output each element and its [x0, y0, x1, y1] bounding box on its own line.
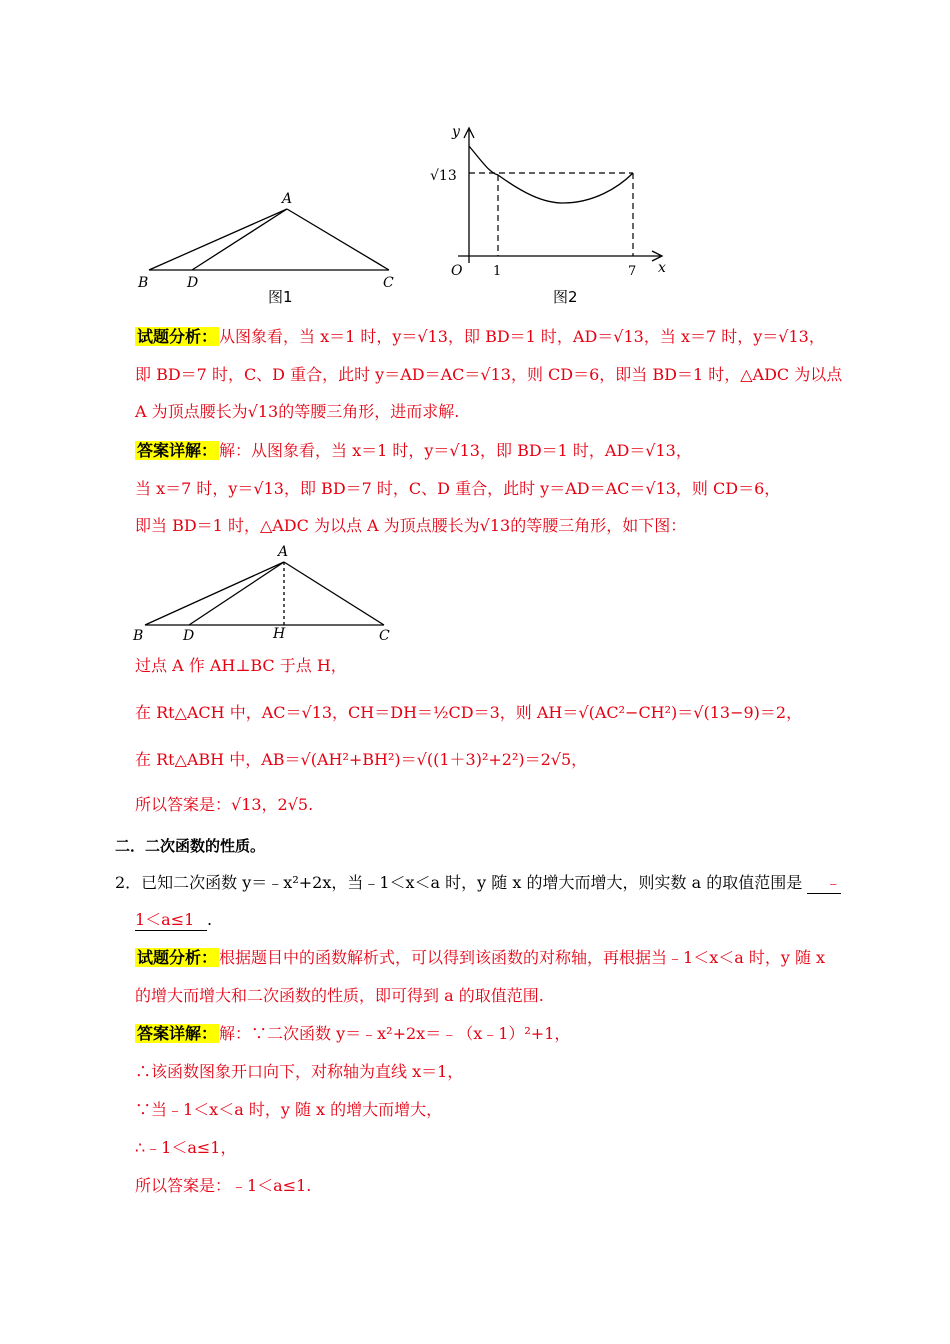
- solution-2-line-1: 答案详解： 解：∵二次函数 y＝﹣x²+2x＝﹣（x﹣1）²+1，: [137, 1024, 571, 1043]
- figure-1-triangle: [130, 185, 410, 290]
- solution-2-line-3: ∵当﹣1＜x＜a 时，y 随 x 的增大而增大，: [135, 1100, 443, 1119]
- answer-blank-part-2: 1＜a≤1: [135, 910, 207, 931]
- solution-1-line-5: 在 Rt△ACH 中，AC＝√13，CH＝DH＝½CD＝3，则 AH＝√(AC²−CH²)＝√(13−9)＝2，: [135, 703, 803, 722]
- y-axis-label: y: [452, 124, 460, 140]
- origin-label: O: [451, 263, 463, 279]
- solution-1-line-6: 在 Rt△ABH 中，AB＝√(AH²+BH²)＝√((1＋3)²+2²)＝2√5，: [135, 750, 588, 769]
- label-b: B: [133, 628, 144, 644]
- x-axis-label: x: [658, 260, 666, 276]
- solution-1-line-1: 答案详解： 解：从图象看，当 x＝1 时，y＝√13，即 BD＝1 时，AD＝√13，: [137, 441, 692, 460]
- y-tick-label: √13: [430, 168, 457, 184]
- figure-3-triangle: [128, 540, 403, 650]
- analysis-2-line-1: 试题分析： 根据题目中的函数解析式，可以得到该函数的对称轴，再根据当﹣1＜x＜a 时，y 随 x: [137, 948, 826, 967]
- label-a: A: [282, 191, 293, 207]
- analysis-2-line-2: 的增大而增大和二次函数的性质，即可得到 a 的取值范围.: [135, 986, 544, 1005]
- question-2-line-2: 1＜a≤1 .: [135, 910, 213, 929]
- solution-1-line-4: 过点 A 作 AH⊥BC 于点 H，: [135, 656, 347, 675]
- analysis-1-line-3: A 为顶点腰长为√13的等腰三角形，进而求解.: [135, 402, 460, 421]
- analysis-1-line-1: 试题分析： 从图象看，当 x＝1 时，y＝√13，即 BD＝1 时，AD＝√13，当 x＝7 时，y＝√13，: [137, 327, 825, 346]
- x-tick-1: 1: [493, 264, 502, 279]
- label-b: B: [138, 275, 149, 290]
- analysis-tag: 试题分析：: [137, 948, 218, 967]
- label-c: C: [379, 628, 390, 644]
- analysis-tag: 试题分析：: [137, 327, 218, 346]
- solution-1-line-2: 当 x＝7 时，y＝√13，即 BD＝7 时，C、D 重合，此时 y＝AD＝AC＝√13，则 CD＝6，: [135, 479, 781, 498]
- question-2-line-1: 2．已知二次函数 y＝﹣x²+2x，当﹣1＜x＜a 时，y 随 x 的增大而增大，则实数 a 的取值范围是 ﹣: [115, 873, 842, 892]
- answer-blank-part-1: ﹣: [807, 873, 841, 894]
- label-d: D: [187, 275, 199, 290]
- figure-1-caption: 图1: [268, 288, 293, 306]
- figure-2-caption: 图2: [553, 288, 578, 306]
- label-c: C: [383, 275, 394, 290]
- x-tick-7: 7: [628, 264, 637, 279]
- label-a: A: [278, 544, 289, 560]
- solution-2-line-5: 所以答案是：﹣1＜a≤1.: [135, 1176, 312, 1195]
- analysis-1-line-2: 即 BD＝7 时，C、D 重合，此时 y＝AD＝AC＝√13，则 CD＝6，即当 BD＝1 时，△ADC 为以点: [135, 365, 843, 384]
- solution-2-line-4: ∴﹣1＜a≤1，: [135, 1138, 237, 1157]
- section-2-title: 二．二次函数的性质。: [115, 837, 266, 855]
- label-h: H: [273, 626, 286, 642]
- figure-2-graph: [428, 118, 678, 288]
- solution-tag: 答案详解：: [137, 1024, 218, 1043]
- label-d: D: [183, 628, 195, 644]
- solution-2-line-2: ∴该函数图象开口向下，对称轴为直线 x＝1，: [135, 1062, 464, 1081]
- solution-1-line-3: 即当 BD＝1 时，△ADC 为以点 A 为顶点腰长为√13的等腰三角形，如下图：: [135, 516, 687, 535]
- solution-1-line-7: 所以答案是：√13，2√5.: [135, 795, 314, 814]
- solution-tag: 答案详解：: [137, 441, 218, 460]
